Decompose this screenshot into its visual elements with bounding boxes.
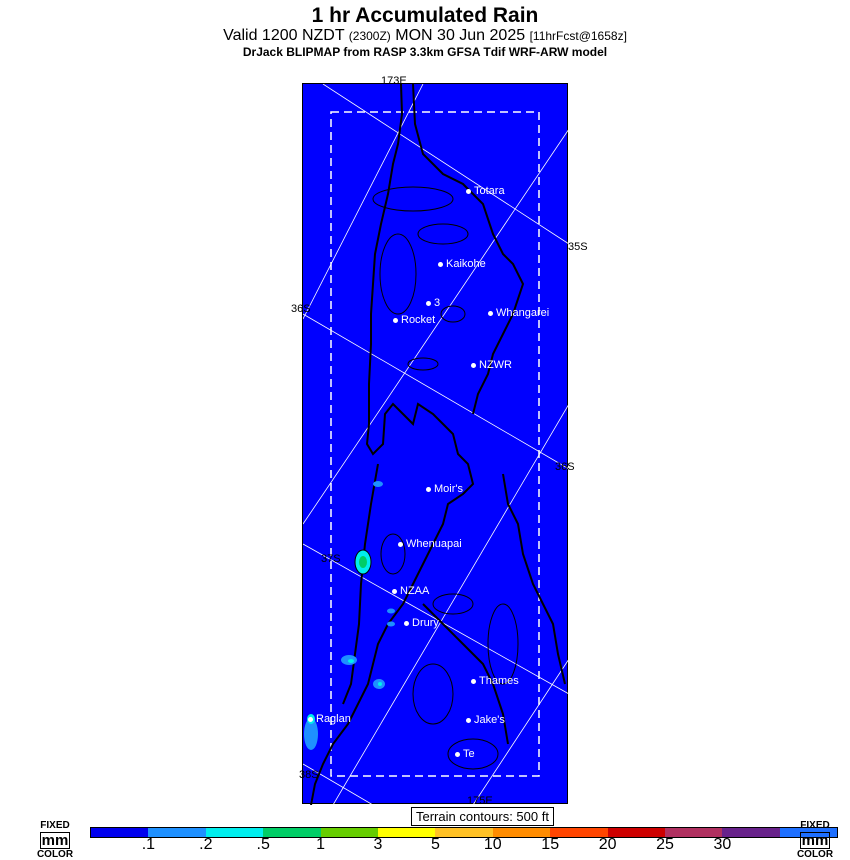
terrain-contours-note: Terrain contours: 500 ft: [411, 807, 554, 826]
location-dot-icon: [398, 542, 403, 547]
city-whangarei[interactable]: Whangarei: [488, 307, 549, 319]
colorbar-swatch: [378, 828, 435, 837]
colorbar-swatch: [91, 828, 148, 837]
colorbar-tick-label: 20: [598, 836, 617, 853]
city-thames[interactable]: Thames: [471, 675, 519, 687]
location-dot-icon: [488, 311, 493, 316]
location-dot-icon: [438, 262, 443, 267]
colorbar-tick-label: 10: [483, 836, 502, 853]
city-moirs[interactable]: Moir's: [426, 483, 463, 495]
location-dot-icon: [393, 318, 398, 323]
forecast-info: [11hrFcst@1658z]: [529, 29, 627, 43]
map-title: 1 hr Accumulated Rain: [311, 4, 539, 27]
city-nzaa[interactable]: NZAA: [392, 585, 429, 597]
colorbar-tick-label: 25: [656, 836, 674, 853]
location-dot-icon: [466, 189, 471, 194]
map-layers: [303, 84, 569, 805]
grid-label-37s: 37S: [321, 553, 341, 565]
city-drury[interactable]: Drury: [404, 617, 439, 629]
city-3[interactable]: 3: [426, 297, 440, 309]
location-dot-icon: [426, 487, 431, 492]
location-dot-icon: [426, 301, 431, 306]
model-info: DrJack BLIPMAP from RASP 3.3km GFSA Tdif WRF-ARW model: [242, 45, 608, 59]
valid-time-line: [0, 27, 850, 45]
colorbar-swatch: [148, 828, 205, 837]
colorbar-tick-label: 5: [430, 836, 440, 853]
rain-map[interactable]: [291, 75, 588, 807]
rain-cells: [304, 481, 395, 750]
location-dot-icon: [392, 589, 397, 594]
colorbar-tick-label: 3: [373, 836, 383, 853]
units-label-right: FIXED mm COLOR: [796, 820, 834, 860]
location-dot-icon: [404, 621, 409, 626]
colorbar-swatch: [263, 828, 320, 837]
grid-label-36s-right: 36S: [555, 461, 575, 473]
colorbar-tick-label: .2: [199, 836, 213, 853]
grid-label-35s: 35S: [568, 241, 588, 253]
grid-label-36s-left: 36S: [291, 303, 311, 315]
location-dot-icon: [466, 718, 471, 723]
city-whenuapai[interactable]: Whenuapai: [398, 538, 462, 550]
location-dot-icon: [471, 679, 476, 684]
colorbar-tick-label: .1: [141, 836, 156, 853]
grid-label-38s: 38S: [299, 769, 319, 781]
location-dot-icon: [308, 717, 313, 722]
colorbar-swatch: [321, 828, 378, 837]
valid-prefix: Valid 1200 NZDT: [223, 27, 345, 44]
city-jakes[interactable]: Jake's: [466, 714, 505, 726]
location-dot-icon: [471, 363, 476, 368]
city-kaikohe[interactable]: Kaikohe: [438, 258, 486, 270]
valid-utc: (2300Z): [348, 29, 391, 43]
city-te[interactable]: Te: [455, 748, 475, 760]
colorbar-tick-label: 1: [316, 836, 326, 853]
city-nzwr[interactable]: NZWR: [471, 359, 512, 371]
colorbar-tick-label: .5: [256, 836, 270, 853]
valid-date: MON 30 Jun 2025: [395, 27, 526, 44]
city-rocket[interactable]: Rocket: [393, 314, 435, 326]
city-totara[interactable]: Totara: [466, 185, 505, 197]
units-label-left: FIXED mm COLOR: [36, 820, 74, 860]
colorbar-tick-label: 15: [541, 836, 560, 853]
location-dot-icon: [455, 752, 460, 757]
grid-label-173e: 173E: [381, 75, 407, 87]
city-raglan[interactable]: Raglan: [308, 713, 351, 725]
graticule: [303, 84, 569, 805]
colorbar-swatch: [206, 828, 263, 837]
grid-label-175e: 175E: [467, 795, 493, 807]
colorbar-tick-label: 30: [713, 836, 732, 853]
